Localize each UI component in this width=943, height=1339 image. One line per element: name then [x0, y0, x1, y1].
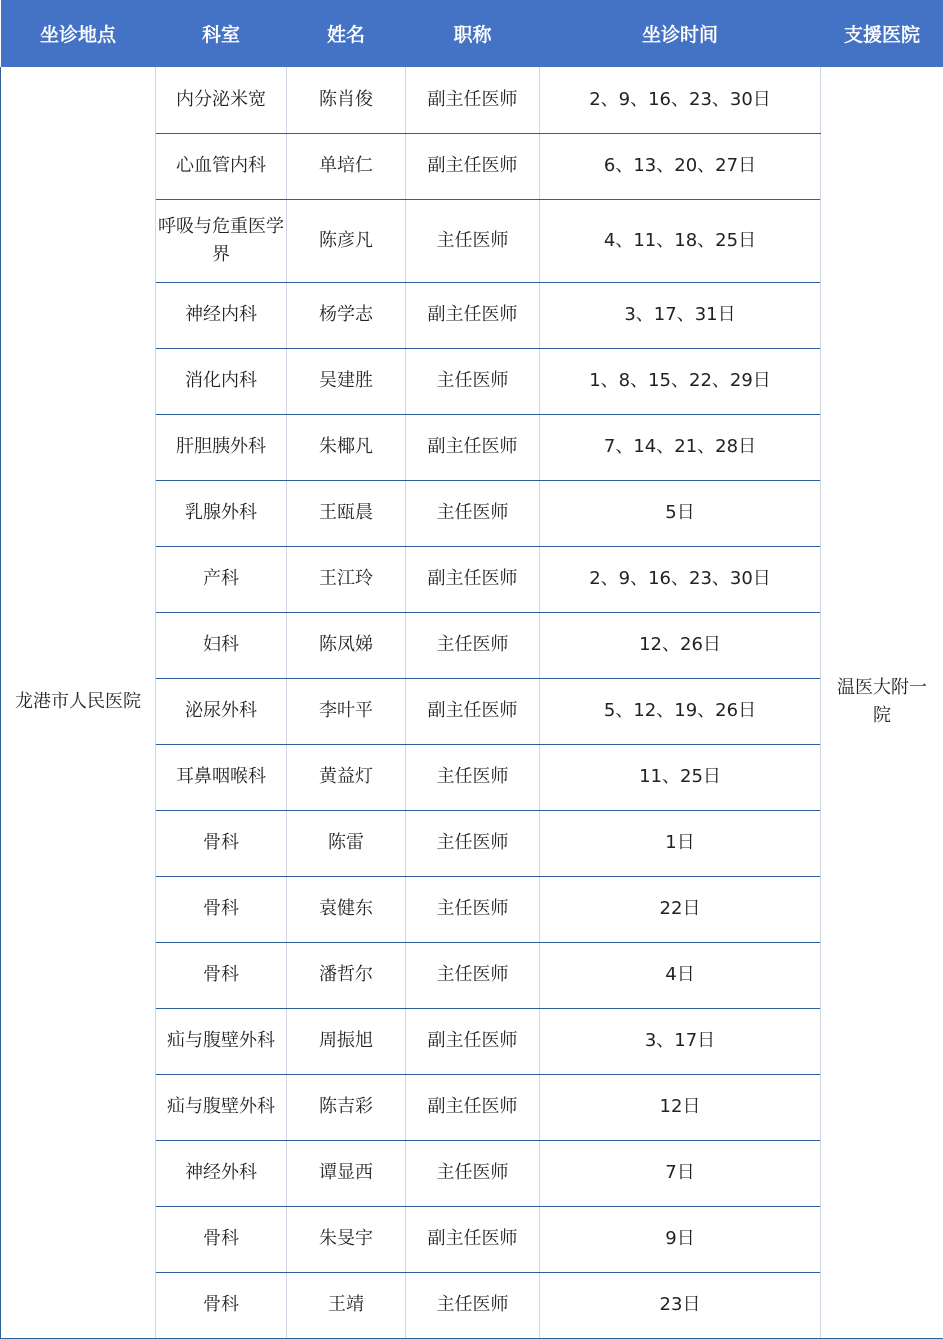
clinic-time-cell: 3、17日 — [540, 1008, 821, 1074]
clinic-time-cell: 2、9、16、23、30日 — [540, 546, 821, 612]
department-cell: 骨科 — [156, 810, 287, 876]
doctor-title-cell: 副主任医师 — [406, 1074, 540, 1140]
department-cell: 骨科 — [156, 942, 287, 1008]
support-hospital-cell: 温医大附一院 — [821, 67, 943, 1338]
clinic-time-cell: 4、11、18、25日 — [540, 199, 821, 282]
doctor-name-cell: 周振旭 — [287, 1008, 406, 1074]
doctor-name-cell: 李叶平 — [287, 678, 406, 744]
department-cell: 心血管内科 — [156, 133, 287, 199]
department-cell: 妇科 — [156, 612, 287, 678]
doctor-name-cell: 陈雷 — [287, 810, 406, 876]
doctor-title-cell: 主任医师 — [406, 1140, 540, 1206]
clinic-time-cell: 7日 — [540, 1140, 821, 1206]
department-cell: 骨科 — [156, 876, 287, 942]
clinic-time-cell: 5、12、19、26日 — [540, 678, 821, 744]
clinic-time-cell: 23日 — [540, 1272, 821, 1338]
clinic-time-cell: 4日 — [540, 942, 821, 1008]
doctor-title-cell: 主任医师 — [406, 744, 540, 810]
doctor-name-cell: 袁健东 — [287, 876, 406, 942]
department-cell: 疝与腹壁外科 — [156, 1008, 287, 1074]
department-cell: 内分泌米宽 — [156, 67, 287, 133]
department-cell: 骨科 — [156, 1206, 287, 1272]
doctor-title-cell: 主任医师 — [406, 199, 540, 282]
clinic-time-cell: 12日 — [540, 1074, 821, 1140]
doctor-title-cell: 副主任医师 — [406, 678, 540, 744]
doctor-title-cell: 主任医师 — [406, 612, 540, 678]
doctor-name-cell: 陈彦凡 — [287, 199, 406, 282]
clinic-time-cell: 1日 — [540, 810, 821, 876]
doctor-name-cell: 单培仁 — [287, 133, 406, 199]
doctor-title-cell: 主任医师 — [406, 480, 540, 546]
clinic-time-cell: 11、25日 — [540, 744, 821, 810]
doctor-title-cell: 副主任医师 — [406, 414, 540, 480]
doctor-title-cell: 副主任医师 — [406, 282, 540, 348]
clinic-time-cell: 6、13、20、27日 — [540, 133, 821, 199]
doctor-name-cell: 吴建胜 — [287, 348, 406, 414]
department-cell: 疝与腹壁外科 — [156, 1074, 287, 1140]
department-cell: 神经外科 — [156, 1140, 287, 1206]
clinic-time-cell: 1、8、15、22、29日 — [540, 348, 821, 414]
doctor-title-cell: 副主任医师 — [406, 133, 540, 199]
department-cell: 乳腺外科 — [156, 480, 287, 546]
department-cell: 泌尿外科 — [156, 678, 287, 744]
department-cell: 消化内科 — [156, 348, 287, 414]
department-cell: 耳鼻咽喉科 — [156, 744, 287, 810]
location-cell: 龙港市人民医院 — [1, 67, 156, 1338]
header-row — [1, 0, 943, 67]
doctor-title-cell: 副主任医师 — [406, 546, 540, 612]
doctor-title-cell: 副主任医师 — [406, 1008, 540, 1074]
header-title: 职称 — [406, 0, 540, 67]
doctor-title-cell: 副主任医师 — [406, 67, 540, 133]
doctor-name-cell: 杨学志 — [287, 282, 406, 348]
doctor-name-cell: 王瓯晨 — [287, 480, 406, 546]
department-cell: 肝胆胰外科 — [156, 414, 287, 480]
doctor-name-cell: 黄益灯 — [287, 744, 406, 810]
clinic-time-cell: 3、17、31日 — [540, 282, 821, 348]
department-cell: 呼吸与危重医学界 — [156, 199, 287, 282]
clinic-time-cell: 2、9、16、23、30日 — [540, 67, 821, 133]
doctor-name-cell: 陈肖俊 — [287, 67, 406, 133]
doctor-title-cell: 主任医师 — [406, 1272, 540, 1338]
clinic-time-cell: 7、14、21、28日 — [540, 414, 821, 480]
clinic-time-cell: 22日 — [540, 876, 821, 942]
header-time: 坐诊时间 — [540, 0, 821, 67]
header-name: 姓名 — [287, 0, 406, 67]
clinic-time-cell: 12、26日 — [540, 612, 821, 678]
department-cell: 产科 — [156, 546, 287, 612]
header-location: 坐诊地点 — [1, 0, 156, 67]
header-support-hospital: 支援医院 — [821, 0, 943, 67]
clinic-time-cell: 5日 — [540, 480, 821, 546]
department-cell: 神经内科 — [156, 282, 287, 348]
doctor-title-cell: 主任医师 — [406, 810, 540, 876]
department-cell: 骨科 — [156, 1272, 287, 1338]
doctor-name-cell: 谭显西 — [287, 1140, 406, 1206]
header-department: 科室 — [156, 0, 287, 67]
table-row — [1, 67, 943, 133]
doctor-title-cell: 主任医师 — [406, 876, 540, 942]
doctor-title-cell: 副主任医师 — [406, 1206, 540, 1272]
doctor-name-cell: 潘哲尔 — [287, 942, 406, 1008]
doctor-name-cell: 陈吉彩 — [287, 1074, 406, 1140]
clinic-time-cell: 9日 — [540, 1206, 821, 1272]
doctor-name-cell: 朱旻宇 — [287, 1206, 406, 1272]
doctor-name-cell: 王靖 — [287, 1272, 406, 1338]
doctor-title-cell: 主任医师 — [406, 942, 540, 1008]
doctor-name-cell: 王江玲 — [287, 546, 406, 612]
doctor-title-cell: 主任医师 — [406, 348, 540, 414]
doctor-name-cell: 陈凤娣 — [287, 612, 406, 678]
doctor-name-cell: 朱椰凡 — [287, 414, 406, 480]
